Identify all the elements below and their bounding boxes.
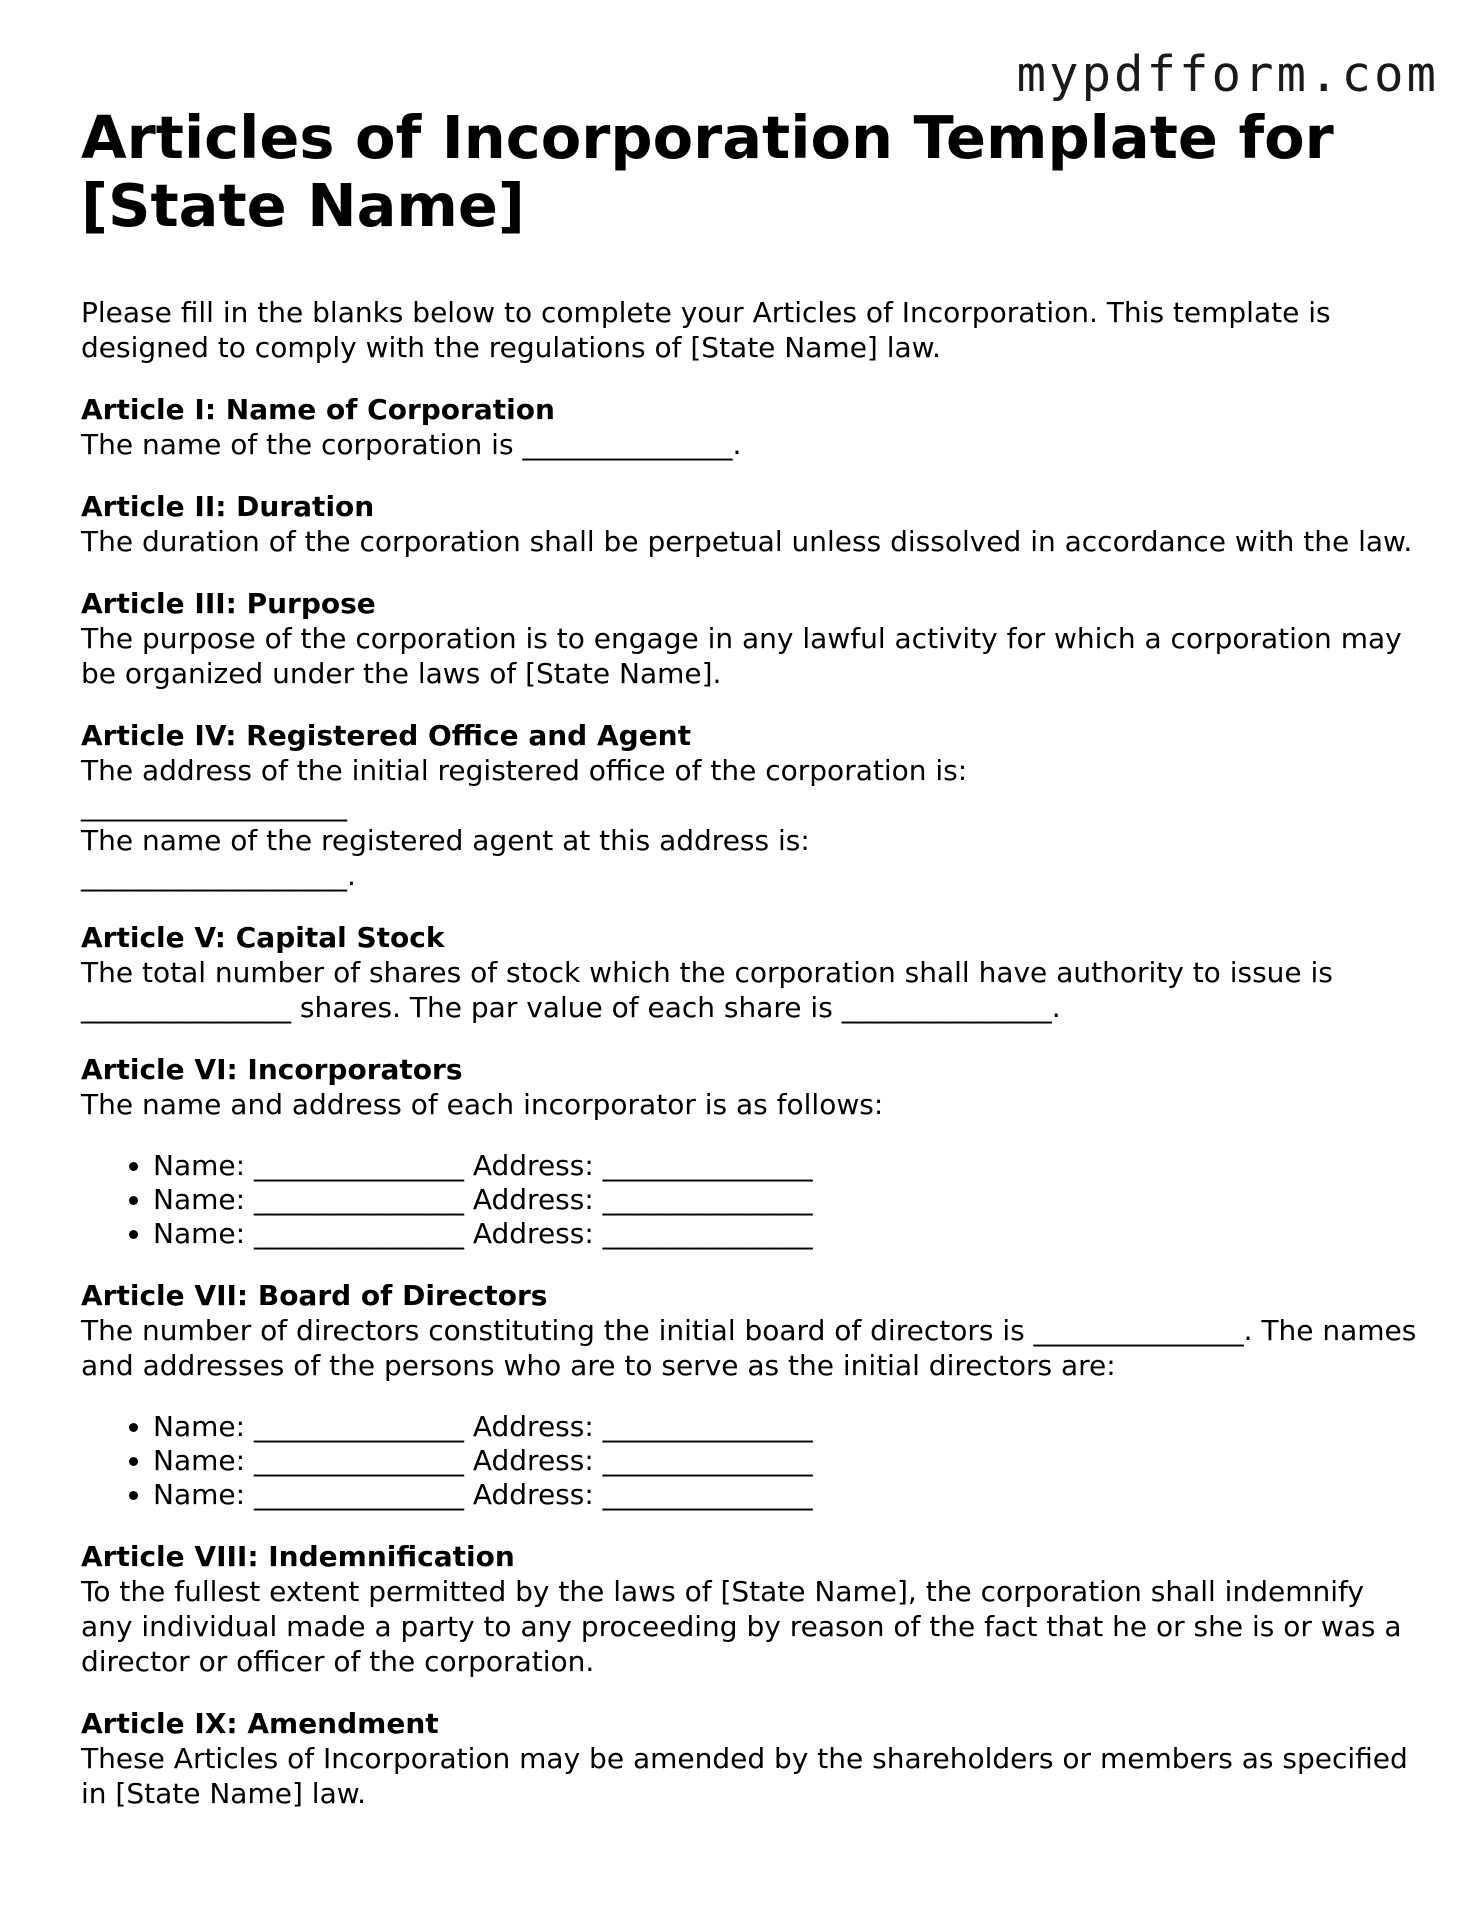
- agent-name-blank: ___________________.: [81, 859, 356, 892]
- article-heading: Article IX: Amendment: [81, 1707, 439, 1740]
- page-title: Articles of Incorporation Template for [State Name]: [81, 103, 1334, 240]
- article-heading: Article IV: Registered Office and Agent: [81, 719, 691, 752]
- article-8: [81, 1539, 1421, 1679]
- article-text: The address of the initial registered office of the corporation is:: [81, 754, 968, 787]
- article-heading: Article VIII: Indemnification: [81, 1540, 515, 1573]
- article-9: [81, 1706, 1421, 1811]
- list-item: • Name: _______________ Address: _______________: [153, 1410, 1421, 1444]
- article-text: The total number of shares of stock which the corporation shall have authority to issue is _______________ shares. The par value of each share is _______________.: [81, 956, 1333, 1024]
- article-5: [81, 920, 1421, 1025]
- list-item: • Name: _______________ Address: _______________: [153, 1149, 1421, 1183]
- directors-list: [81, 1410, 1421, 1512]
- list-item: • Name: _______________ Address: _______________: [153, 1444, 1421, 1478]
- article-text: The duration of the corporation shall be perpetual unless dissolved in accordance with the law.: [81, 525, 1413, 558]
- article-7: [81, 1278, 1421, 1512]
- article-text: The number of directors constituting the initial board of directors is _______________. The names and addresses of the persons who are to serve as the initial directors are:: [81, 1314, 1417, 1382]
- article-text: The purpose of the corporation is to engage in any lawful activity for which a corporation may be organized under the laws of [State Name].: [81, 622, 1402, 690]
- article-heading: Article VII: Board of Directors: [81, 1279, 548, 1312]
- incorporators-list: [81, 1149, 1421, 1251]
- article-heading: Article V: Capital Stock: [81, 921, 445, 954]
- article-text: The name of the corporation is _______________.: [81, 428, 742, 461]
- article-text: The name of the registered agent at this address is:: [81, 824, 810, 857]
- article-text: These Articles of Incorporation may be amended by the shareholders or members as specified in [State Name] law.: [81, 1742, 1408, 1810]
- article-text: To the fullest extent permitted by the laws of [State Name], the corporation shall indemnify any individual made a party to any proceeding by reason of the fact that he or she is or was a director or officer of the corporation.: [81, 1575, 1402, 1678]
- document-page: [81, 104, 1421, 1811]
- article-6: [81, 1052, 1421, 1251]
- article-heading: Article III: Purpose: [81, 587, 376, 620]
- list-item: • Name: _______________ Address: _______________: [153, 1217, 1421, 1251]
- article-heading: Article I: Name of Corporation: [81, 393, 555, 426]
- article-heading: Article VI: Incorporators: [81, 1053, 463, 1086]
- article-1: [81, 392, 1421, 462]
- article-4: [81, 718, 1421, 893]
- article-3: [81, 586, 1421, 691]
- office-address-blank: ___________________: [81, 789, 347, 822]
- intro-text: Please fill in the blanks below to complete your Articles of Incorporation. This template is designed to comply with the regulations of [State Name] law.: [81, 296, 1331, 364]
- list-item: • Name: _______________ Address: _______________: [153, 1183, 1421, 1217]
- watermark: mypdfform.com: [1016, 46, 1439, 103]
- article-heading: Article II: Duration: [81, 490, 375, 523]
- article-2: [81, 489, 1421, 559]
- list-item: • Name: _______________ Address: _______________: [153, 1478, 1421, 1512]
- article-text: The name and address of each incorporator is as follows:: [81, 1088, 884, 1121]
